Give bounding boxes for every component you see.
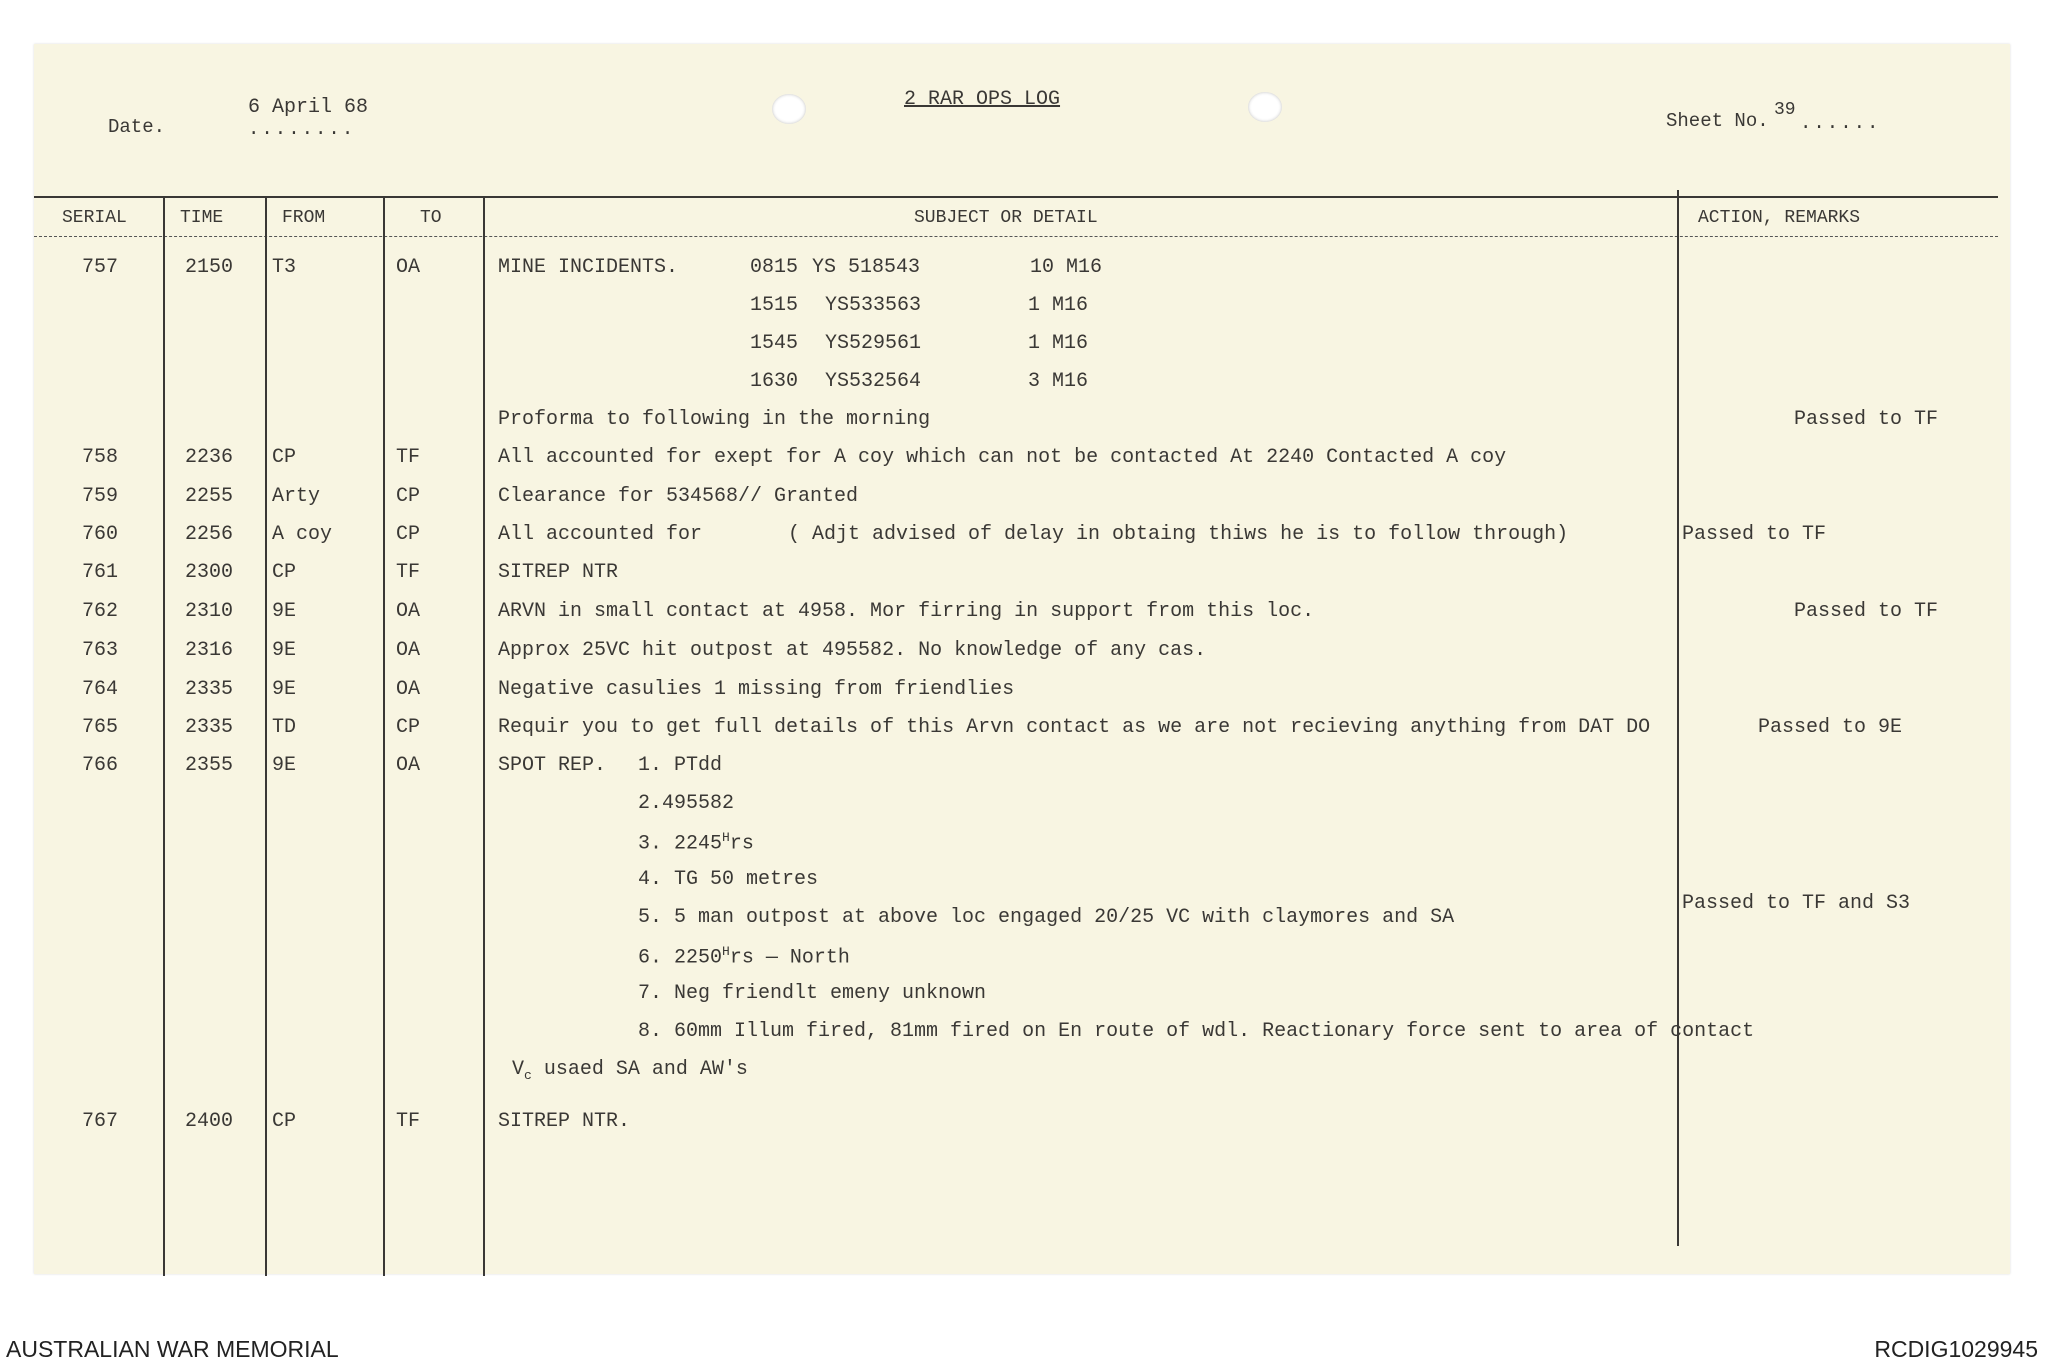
remark-762: Passed to TF xyxy=(1794,600,1939,623)
spot-rep-item: 8. 60mm Illum fired, 81mm fired on En route of wdl. Reactionary force sent to area of contact xyxy=(638,1020,1755,1043)
column-header-to: TO xyxy=(420,208,442,228)
column-divider xyxy=(265,196,267,1276)
column-header-serial: SERIAL xyxy=(62,208,127,228)
remark-proforma: Passed to TF xyxy=(1794,408,1939,431)
sheet-label: Sheet No. xyxy=(1666,110,1769,132)
date-label: Date. xyxy=(108,116,166,138)
to-cell: TF xyxy=(396,561,421,584)
punch-hole-right xyxy=(1248,92,1282,122)
from-cell: 9E xyxy=(272,678,297,701)
column-divider xyxy=(483,196,485,1276)
mine-time: 0815 xyxy=(750,256,799,279)
sheet-number: 39 xyxy=(1774,100,1796,120)
detail-761: SITREP NTR xyxy=(498,561,619,584)
from-cell: 9E xyxy=(272,600,297,623)
header-bottom-rule xyxy=(34,236,1998,237)
detail-764: Negative casulies 1 missing from friendlies xyxy=(498,678,1015,701)
mine-grid: YS532564 xyxy=(825,370,922,393)
mine-grid: YS 518543 xyxy=(812,256,921,279)
column-header-from: FROM xyxy=(282,208,326,228)
serial-cell: 762 xyxy=(82,600,119,623)
column-divider xyxy=(383,196,385,1276)
time-cell: 2300 xyxy=(185,561,234,584)
mine-grid: YS533563 xyxy=(825,294,922,317)
serial-cell: 758 xyxy=(82,446,119,469)
mine-grid: YS529561 xyxy=(825,332,922,355)
vc-note: $V_c$ usaed SA and AW's xyxy=(512,1058,748,1083)
time-cell: 2256 xyxy=(185,523,234,546)
column-divider xyxy=(1677,190,1679,1246)
to-cell: OA xyxy=(396,600,421,623)
spot-rep-item: 6. $2250^Hrs$ — North xyxy=(638,944,850,970)
serial-cell: 767 xyxy=(82,1110,119,1133)
serial-cell: 757 xyxy=(82,256,119,279)
time-cell: 2400 xyxy=(185,1110,234,1133)
mine-incidents-title: MINE INCIDENTS. xyxy=(498,256,679,279)
serial-cell: 766 xyxy=(82,754,119,777)
from-cell: T3 xyxy=(272,256,297,279)
mine-time: 1630 xyxy=(750,370,799,393)
to-cell: CP xyxy=(396,523,421,546)
to-cell: TF xyxy=(396,446,421,469)
mine-qty: 1 M16 xyxy=(1028,332,1089,355)
detail-767: SITREP NTR. xyxy=(498,1110,631,1133)
detail-765: Requir you to get full details of this Arvn contact as we are not recieving anything from DAT DO xyxy=(498,716,1651,739)
date-dots: ........ xyxy=(248,118,356,140)
mine-qty: 10 M16 xyxy=(1030,256,1103,279)
spot-rep-item: 4. TG 50 metres xyxy=(638,868,819,891)
detail-759: Clearance for 534568// Granted xyxy=(498,485,859,508)
serial-cell: 765 xyxy=(82,716,119,739)
page-title: 2 RAR OPS LOG xyxy=(904,88,1061,111)
punch-hole-left xyxy=(772,94,806,124)
to-cell: OA xyxy=(396,754,421,777)
serial-cell: 759 xyxy=(82,485,119,508)
detail-760-note: ( Adjt advised of delay in obtaing thiws he is to follow through) xyxy=(788,523,1569,546)
time-cell: 2335 xyxy=(185,678,234,701)
to-cell: CP xyxy=(396,716,421,739)
from-cell: 9E xyxy=(272,754,297,777)
to-cell: OA xyxy=(396,639,421,662)
from-cell: CP xyxy=(272,446,297,469)
time-cell: 2335 xyxy=(185,716,234,739)
detail-760: All accounted for xyxy=(498,523,703,546)
detail-758: All accounted for exept for A coy which can not be contacted At 2240 Contacted A coy xyxy=(498,446,1507,469)
spot-rep-item: 5. 5 man outpost at above loc engaged 20/25 VC with claymores and SA xyxy=(638,906,1455,929)
mine-time: 1545 xyxy=(750,332,799,355)
mine-time: 1515 xyxy=(750,294,799,317)
sheet-dots: ...... xyxy=(1800,112,1881,134)
spot-rep-title: SPOT REP. xyxy=(498,754,607,777)
serial-cell: 764 xyxy=(82,678,119,701)
column-header-action: ACTION, REMARKS xyxy=(1698,208,1861,228)
from-cell: CP xyxy=(272,1110,297,1133)
column-divider xyxy=(163,196,165,1276)
mine-qty: 1 M16 xyxy=(1028,294,1089,317)
column-header-time: TIME xyxy=(180,208,224,228)
spot-rep-item: 2.495582 xyxy=(638,792,735,815)
time-cell: 2150 xyxy=(185,256,234,279)
spot-rep-item: 1. PTdd xyxy=(638,754,723,777)
to-cell: CP xyxy=(396,485,421,508)
serial-cell: 761 xyxy=(82,561,119,584)
from-cell: Arty xyxy=(272,485,321,508)
from-cell: A coy xyxy=(272,523,333,546)
column-header-subject: SUBJECT OR DETAIL xyxy=(914,208,1098,228)
time-cell: 2355 xyxy=(185,754,234,777)
date-value: 6 April 68 xyxy=(248,96,369,119)
header-top-rule xyxy=(34,196,1998,198)
time-cell: 2310 xyxy=(185,600,234,623)
remark-spot-rep: Passed to TF and S3 xyxy=(1682,892,1911,915)
spot-rep-item: 7. Neg friendlt emeny unknown xyxy=(638,982,987,1005)
archive-credit: AUSTRALIAN WAR MEMORIAL xyxy=(6,1336,339,1362)
from-cell: CP xyxy=(272,561,297,584)
proforma-note: Proforma to following in the morning xyxy=(498,408,931,431)
serial-cell: 763 xyxy=(82,639,119,662)
remark-765: Passed to 9E xyxy=(1758,716,1903,739)
serial-cell: 760 xyxy=(82,523,119,546)
mine-qty: 3 M16 xyxy=(1028,370,1089,393)
time-cell: 2255 xyxy=(185,485,234,508)
detail-763: Approx 25VC hit outpost at 495582. No knowledge of any cas. xyxy=(498,639,1207,662)
to-cell: OA xyxy=(396,678,421,701)
to-cell: TF xyxy=(396,1110,421,1133)
remark-760: Passed to TF xyxy=(1682,523,1827,546)
time-cell: 2316 xyxy=(185,639,234,662)
time-cell: 2236 xyxy=(185,446,234,469)
from-cell: 9E xyxy=(272,639,297,662)
detail-762: ARVN in small contact at 4958. Mor firring in support from this loc. xyxy=(498,600,1315,623)
archive-id: RCDIG1029945 xyxy=(1874,1336,2038,1362)
spot-rep-item: 3. $2245^Hrs$ xyxy=(638,830,754,856)
from-cell: TD xyxy=(272,716,297,739)
to-cell: OA xyxy=(396,256,421,279)
